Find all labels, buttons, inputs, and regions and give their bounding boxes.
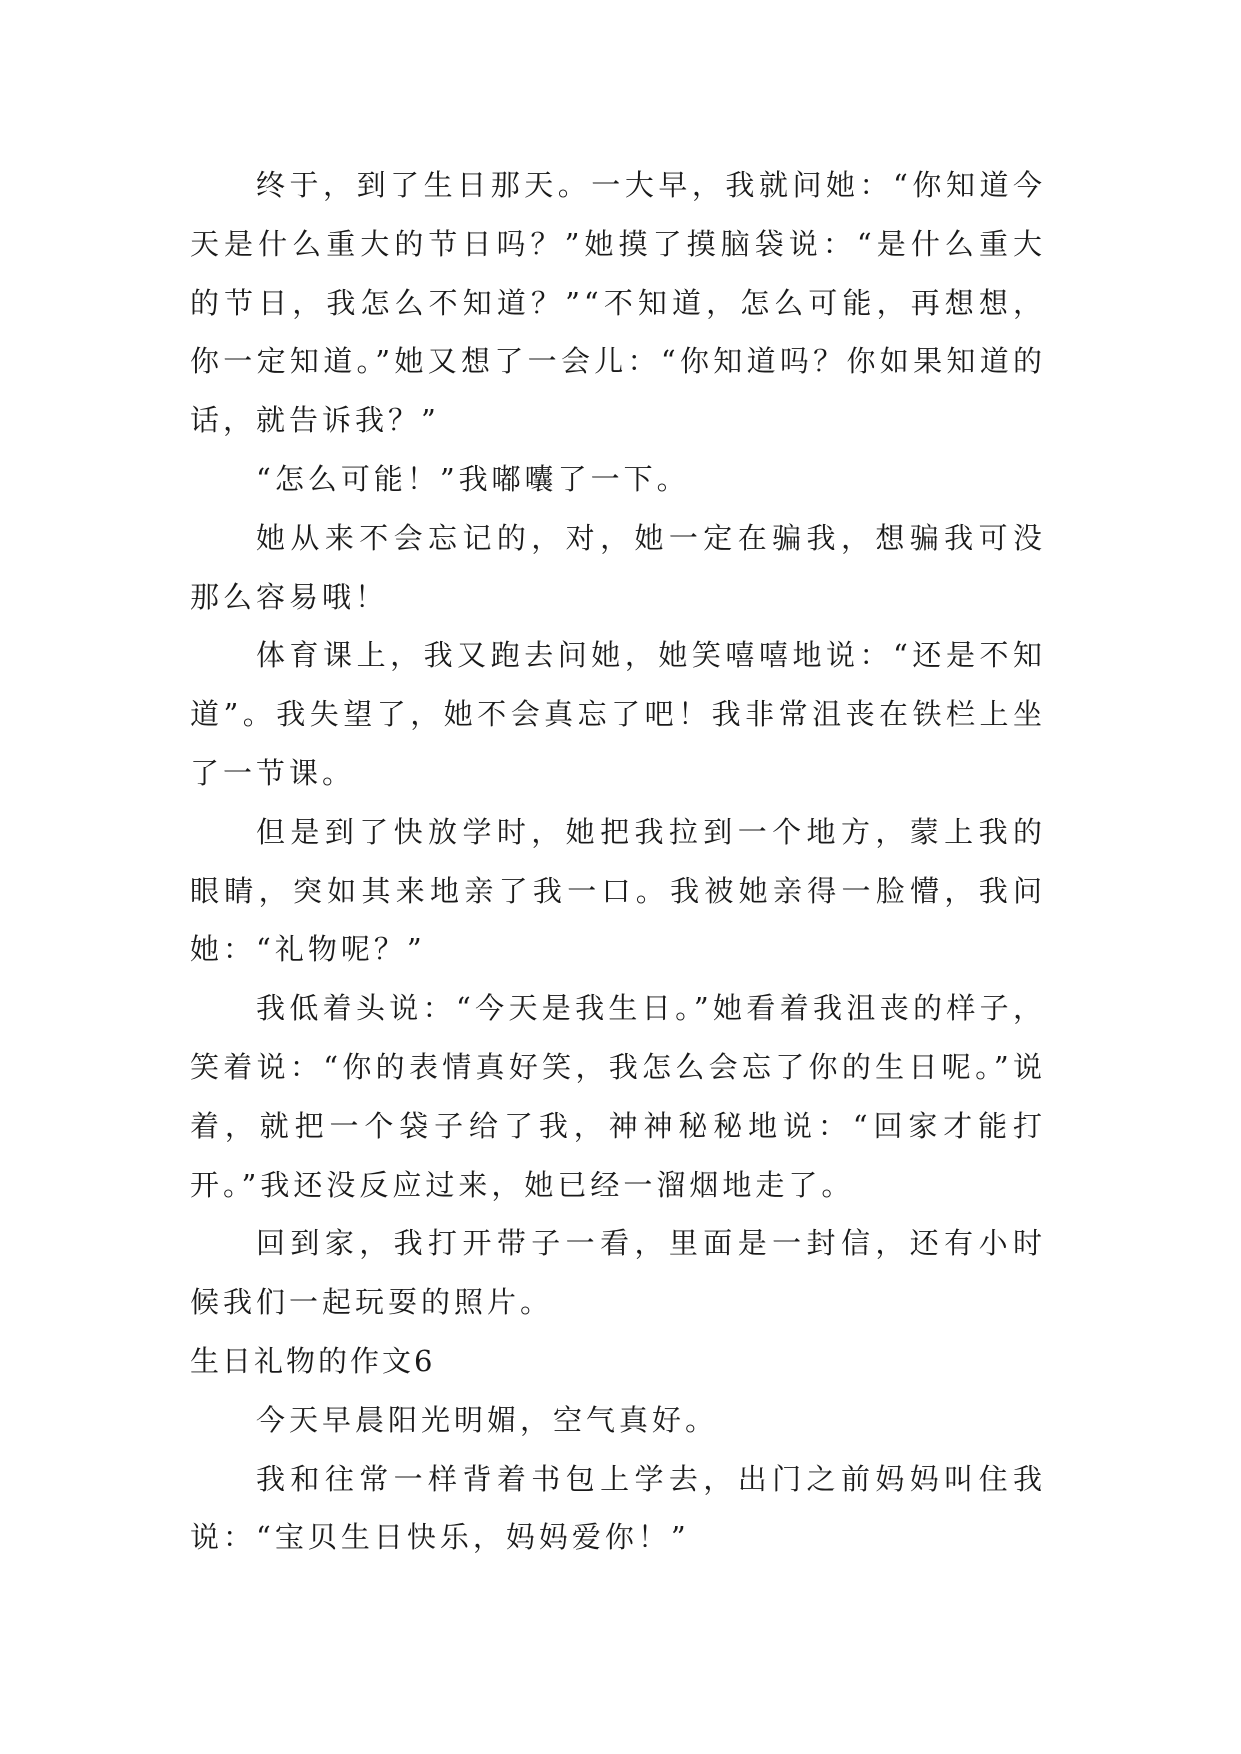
section-heading: 生日礼物的作文6 — [190, 1343, 436, 1378]
paragraph: “怎么可能！”我嘟囔了一下。 — [256, 461, 690, 496]
paragraph: 今天早晨阳光明媚，空气真好。 — [256, 1402, 719, 1437]
paragraph: 她从来不会忘记的，对，她一定在骗我，想骗我可没那么容易哦！ — [190, 520, 1046, 614]
paragraph: 终于，到了生日那天。一大早，我就问她：“你知道今天是什么重大的节日吗？”她摸了摸脑袋说：“是什么重大的节日，我怎么不知道？”“不知道，怎么可能，再想想，你一定知道。”她又想了一会儿：“你知道吗？你如果知道的话，就告诉我？” — [190, 168, 1046, 438]
paragraph: 但是到了快放学时，她把我拉到一个地方，蒙上我的眼睛，突如其来地亲了我一口。我被她亲得一脸懵，我问她：“礼物呢？” — [190, 814, 1046, 967]
paragraph: 体育课上，我又跑去问她，她笑嘻嘻地说：“还是不知道”。我失望了，她不会真忘了吧！我非常沮丧在铁栏上坐了一节课。 — [190, 638, 1046, 790]
document-page — [190, 156, 1046, 1567]
paragraph: 我和往常一样背着书包上学去，出门之前妈妈叫住我说：“宝贝生日快乐，妈妈爱你！” — [190, 1461, 1046, 1555]
paragraph: 我低着头说：“今天是我生日。”她看着我沮丧的样子，笑着说：“你的表情真好笑，我怎么会忘了你的生日呢。”说着，就把一个袋子给了我，神神秘秘地说：“回家才能打开。”我还没反应过来，她已经一溜烟地走了。 — [190, 991, 1046, 1202]
paragraph: 回到家，我打开带子一看，里面是一封信，还有小时候我们一起玩耍的照片。 — [190, 1226, 1046, 1320]
